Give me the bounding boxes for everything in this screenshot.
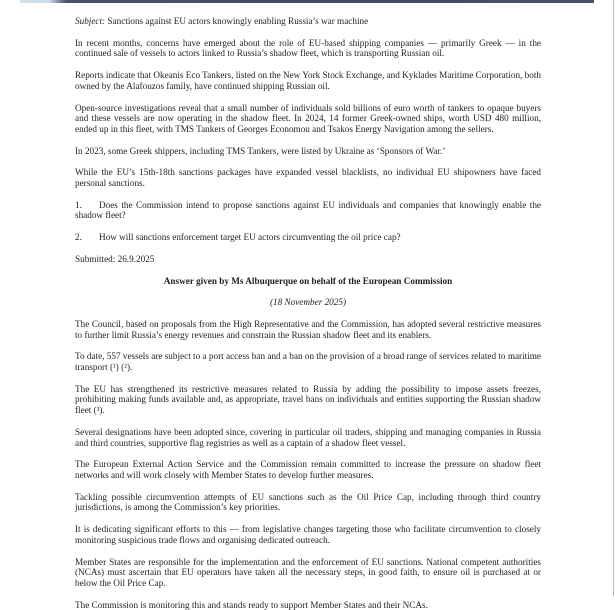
answer-header: Answer given by Ms Albuquerque on behalf of the European Commission	[163, 275, 453, 286]
numbered-question-2	[75, 232, 541, 243]
document-content	[75, 5, 541, 610]
subject-line	[75, 16, 541, 27]
question-paragraph: Open-source investigations reveal that a small number of individuals sold billions of euro worth of tankers to opaque buyers and these vessels are now operating in the shadow fleet. In 2024, 14 former Greek-owned ships, worth USD 480 million, ended up in this fleet, with TMS Tankers of Georges Economou and Tsakos Energy Navigation among the sellers.	[75, 102, 541, 134]
numbered-question-1	[75, 200, 541, 221]
question-number: 1.	[75, 199, 82, 210]
answer-paragraph: It is dedicating significant efforts to this — from legislative changes targeting those who facilitate circumvention to closely monitoring suspicious trade flows and organising dedicated outreach.	[75, 524, 541, 545]
top-cropped-rule	[20, 0, 594, 3]
answer-paragraph: The EU has strengthened its restrictive measures related to Russia by adding the possibility to impose assets freezes, prohibiting making funds available and, as appropriate, travel bans on individuals and entities supporting the Russian shadow fleet (³).	[75, 383, 541, 416]
answer-paragraph: The European External Action Service and the Commission remain committed to increase the pressure on shadow fleet networks and will work closely with Member States to develop further measures.	[75, 459, 541, 480]
subject-text: Sanctions against EU actors knowingly enabling Russia’s war machine	[107, 16, 369, 26]
answer-paragraph: To date, 557 vessels are subject to a port access ban and a ban on the provision of a broad range of services related to maritime transport (¹) (²).	[75, 351, 541, 373]
answer-paragraph: Tackling possible circumvention attempts of EU sanctions such as the Oil Price Cap, including through third country jurisdictions, is among the Commission’s key priorities.	[75, 491, 541, 513]
answer-paragraph: The Commission is monitoring this and stands ready to support Member States and their NCAs.	[75, 599, 428, 610]
answer-date: (18 November 2025)	[269, 297, 347, 308]
question-text: How will sanctions enforcement target EU actors circumventing the oil price cap?	[99, 232, 401, 243]
answer-paragraph: Several designations have been adopted since, covering in particular oil traders, shipping and managing companies in Russia and third countries, supportive flag registries as well as a captain of a shadow fleet vessel.	[75, 426, 541, 448]
subject-label: Subject:	[75, 16, 106, 26]
answer-paragraph: Member States are responsible for the implementation and the enforcement of EU sanctions. National competent authorities (NCAs) must ascertain that EU operators have taken all the necessary steps, in good faith, to ensure oil is purchased at or below the Oil Price Cap.	[75, 556, 541, 588]
submitted-line: Submitted: 26.9.2025	[75, 253, 155, 264]
answer-paragraph: The Council, based on proposals from the High Representative and the Commission, has adopted several restrictive measures to further limit Russia’s energy revenues and constrain the Russian shadow fleet and its enablers.	[75, 318, 541, 340]
question-paragraph: In recent months, concerns have emerged about the role of EU-based shipping companies — primarily Greek — in the continued sale of vessels to actors linked to Russia’s shadow fleet, which is transporting Russian oil.	[75, 37, 541, 59]
question-paragraph: Reports indicate that Okeanis Eco Tankers, listed on the New York Stock Exchange, and Kyklades Maritime Corporation, both owned by the Alafouzos family, have continued shipping Russian oil.	[75, 70, 541, 91]
question-paragraph: While the EU’s 15th-18th sanctions packages have expanded vessel blacklists, no individual EU shipowners have faced personal sanctions.	[75, 167, 541, 189]
page-right-border	[613, 0, 614, 596]
question-text: Does the Commission intend to propose sanctions against EU individuals and companies that knowingly enable the shadow fleet?	[75, 199, 541, 221]
question-number: 2.	[75, 232, 82, 243]
question-paragraph: In 2023, some Greek shippers, including TMS Tankers, were listed by Ukraine as ‘Sponsors of War.’	[75, 145, 446, 156]
